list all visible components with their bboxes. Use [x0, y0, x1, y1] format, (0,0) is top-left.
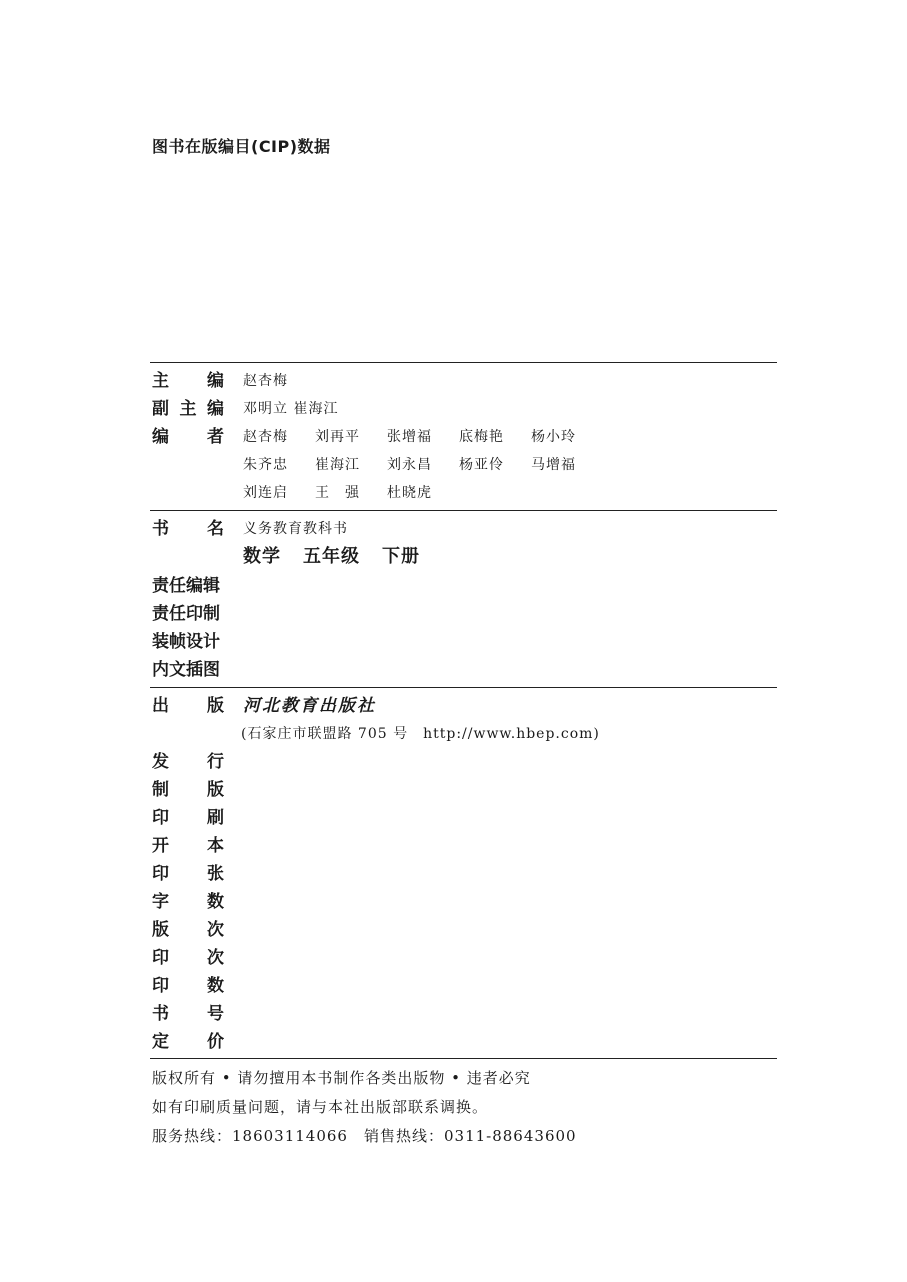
- book-field-label: 责任编辑: [152, 576, 220, 596]
- publisher-name: 河北教育出版社: [243, 696, 376, 716]
- publishing-field-label: 字 数: [152, 892, 224, 912]
- authors-line: [243, 481, 459, 505]
- author-name: 底梅艳: [459, 429, 504, 445]
- publishing-field-label: 书 号: [152, 1004, 224, 1024]
- authors-label: 编 者: [152, 427, 224, 447]
- publishing-field-label: 制 版: [152, 780, 224, 800]
- author-name: 朱齐忠: [243, 457, 288, 473]
- deputy-editor-value: 邓明立 崔海江: [243, 401, 339, 417]
- author-name: 杜晓虎: [387, 485, 432, 501]
- quality-notice: 如有印刷质量问题，请与本社出版部联系调换。: [152, 1098, 489, 1116]
- author-name: 刘永昌: [387, 457, 432, 473]
- bottom-rule: [150, 1058, 777, 1059]
- copyright-notice: 版权所有 • 请勿擅用本书制作各类出版物 • 违者必究: [152, 1069, 531, 1087]
- hotline-info: 服务热线：18603114066 销售热线：0311-88643600: [152, 1127, 577, 1145]
- authors-line: [243, 425, 603, 449]
- book-field-label: 装帧设计: [152, 632, 220, 652]
- author-name: 赵杏梅: [243, 429, 288, 445]
- book-title-part: 五年级: [303, 546, 360, 567]
- chief-editor-value: 赵杏梅: [243, 373, 288, 389]
- book-field-label: 责任印制: [152, 604, 220, 624]
- top-rule: [150, 362, 777, 363]
- cip-title: 图书在版编目(CIP)数据: [152, 137, 331, 156]
- author-name: 刘再平: [315, 429, 360, 445]
- author-name: 马增福: [531, 457, 576, 473]
- author-name: 崔海江: [315, 457, 360, 473]
- book-field-label: 内文插图: [152, 660, 220, 680]
- publishing-field-label: 发 行: [152, 752, 224, 772]
- book-name-label: 书 名: [152, 519, 224, 539]
- publishing-field-label: 定 价: [152, 1032, 224, 1052]
- publishing-field-label: 版 次: [152, 920, 224, 940]
- chief-editor-label: 主 编: [152, 371, 224, 391]
- publishing-field-label: 印 次: [152, 948, 224, 968]
- book-title-part: 数学: [243, 546, 281, 567]
- author-name: 刘连启: [243, 485, 288, 501]
- publishing-field-label: 印 数: [152, 976, 224, 996]
- publishing-field-label: 开 本: [152, 836, 224, 856]
- author-name: 王 强: [315, 485, 360, 501]
- author-name: 张增福: [387, 429, 432, 445]
- author-name: 杨小玲: [531, 429, 576, 445]
- author-name: 杨亚伶: [459, 457, 504, 473]
- book-series: 义务教育教科书: [243, 521, 348, 537]
- publishing-field-label: 印 刷: [152, 808, 224, 828]
- section-rule: [150, 510, 777, 511]
- section-rule: [150, 687, 777, 688]
- publisher-address: (石家庄市联盟路 705 号 http://www.hbep.com): [241, 726, 600, 742]
- book-title: [243, 545, 442, 569]
- book-title-part: 下册: [382, 546, 420, 567]
- authors-line: [243, 453, 603, 477]
- publisher-label: 出 版: [152, 696, 224, 716]
- deputy-editor-label: 副 主 编: [152, 399, 224, 419]
- publishing-field-label: 印 张: [152, 864, 224, 884]
